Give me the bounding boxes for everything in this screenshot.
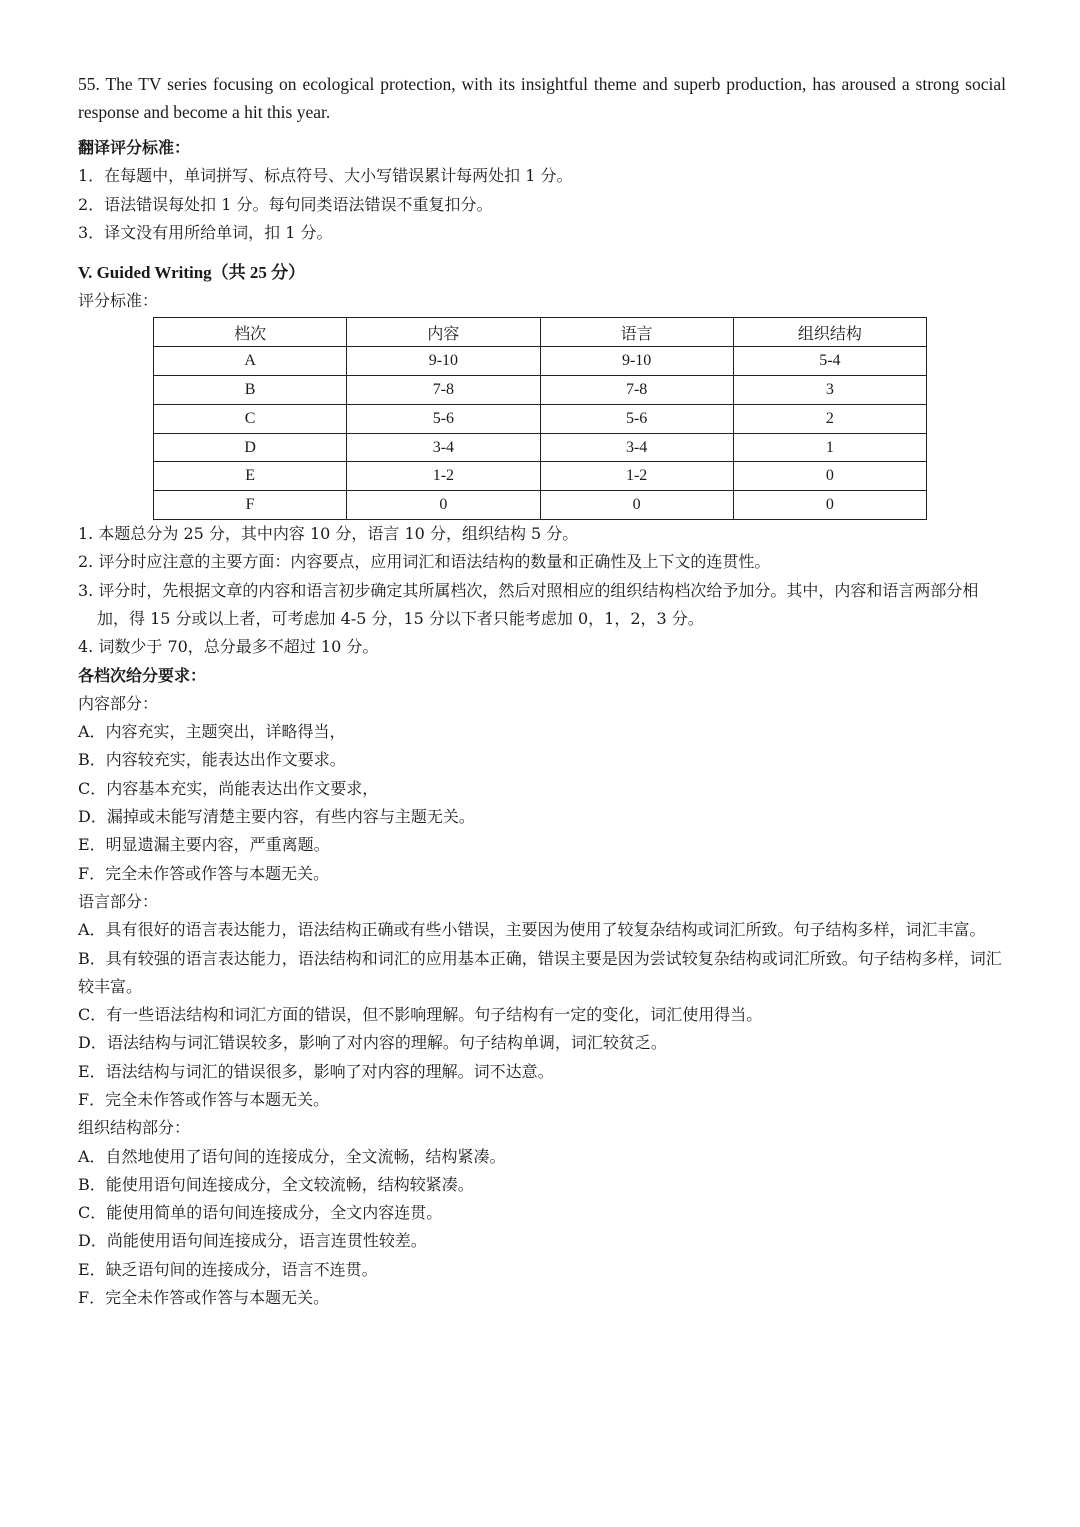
table-cell: 1 bbox=[733, 433, 926, 462]
list-item: E．语法结构与词汇的错误很多，影响了对内容的理解。词不达意。 bbox=[78, 1061, 554, 1081]
table-cell: 5-6 bbox=[540, 404, 733, 433]
language-section-title: 语言部分： bbox=[78, 891, 159, 911]
table-row bbox=[154, 491, 927, 520]
organization-section-title: 组织结构部分： bbox=[78, 1118, 191, 1138]
grading-table bbox=[153, 317, 927, 520]
table-cell: 2 bbox=[733, 404, 926, 433]
table-header-cell: 组织结构 bbox=[733, 318, 926, 347]
organization-section bbox=[78, 1114, 1006, 1312]
grading-note: 4. 词数少于 70，总分最多不超过 10 分。 bbox=[78, 637, 379, 657]
table-cell: 1-2 bbox=[540, 462, 733, 491]
criteria-label: 评分标准： bbox=[78, 291, 159, 311]
translation-criterion: 1．在每题中，单词拼写、标点符号、大小写错误累计每两处扣 1 分。 bbox=[78, 166, 573, 186]
table-cell: 9-10 bbox=[540, 347, 733, 376]
list-item: D．漏掉或未能写清楚主要内容，有些内容与主题无关。 bbox=[78, 807, 475, 827]
list-item: F．完全未作答或作答与本题无关。 bbox=[78, 1090, 330, 1109]
list-item: D．语法结构与词汇错误较多，影响了对内容的理解。句子结构单调，词汇较贫乏。 bbox=[78, 1033, 667, 1053]
list-item: C．能使用简单的语句间连接成分，全文内容连贯。 bbox=[78, 1203, 443, 1223]
grading-note: 1. 本题总分为 25 分，其中内容 10 分，语言 10 分，组织结构 5 分。 bbox=[78, 524, 579, 544]
list-item: A．内容充实，主题突出，详略得当， bbox=[78, 722, 346, 742]
list-item: C．有一些语法结构和词汇方面的错误，但不影响理解。句子结构有一定的变化，词汇使用得当。 bbox=[78, 1005, 763, 1025]
grading-note: 2. 评分时应注意的主要方面：内容要点，应用词汇和语法结构的数量和正确性及上下文的连贯性。 bbox=[78, 552, 771, 572]
table-cell: 7-8 bbox=[540, 376, 733, 405]
grading-notes bbox=[78, 520, 1006, 661]
table-cell: 3-4 bbox=[540, 433, 733, 462]
grading-note: 3. 评分时，先根据文章的内容和语言初步确定其所属档次，然后对照相应的组织结构档次给予加分。其中，内容和语言两部分相加，得 15 分或以上者，可考虑加 4-5 分，15 分以下者只能考虑加 0，1，2，3 分。 bbox=[78, 580, 979, 628]
table-header-cell: 档次 bbox=[154, 318, 347, 347]
list-item: F．完全未作答或作答与本题无关。 bbox=[78, 863, 330, 883]
list-item: C．内容基本充实，尚能表达出作文要求， bbox=[78, 778, 379, 798]
table-cell: 0 bbox=[540, 491, 733, 520]
translation-criteria bbox=[78, 134, 1006, 247]
table-row bbox=[154, 404, 927, 433]
list-item: E．缺乏语句间的连接成分，语言不连贯。 bbox=[78, 1259, 378, 1279]
document-page bbox=[78, 70, 1006, 1312]
question-55-translation: 55. The TV series focusing on ecological protection, with its insightful theme and superb production, has aroused a strong social response and become a hit this year. bbox=[78, 74, 1006, 122]
table-cell: D bbox=[154, 433, 347, 462]
list-item: A．具有很好的语言表达能力，语法结构正确或有些小错误，主要因为使用了较复杂结构或词汇所致。句子结构多样，词汇丰富。 bbox=[78, 920, 986, 940]
table-cell: 3 bbox=[733, 376, 926, 405]
table-cell: 0 bbox=[733, 462, 926, 491]
table-cell: A bbox=[154, 347, 347, 376]
list-item: E．明显遗漏主要内容，严重离题。 bbox=[78, 835, 330, 855]
table-header-cell: 语言 bbox=[540, 318, 733, 347]
table-row bbox=[154, 376, 927, 405]
guided-writing-title: V. Guided Writing（共 25 分） bbox=[78, 263, 306, 283]
content-section bbox=[78, 690, 1006, 888]
list-item: D．尚能使用语句间连接成分，语言连贯性较差。 bbox=[78, 1231, 427, 1251]
levels-title: 各档次给分要求： bbox=[78, 665, 207, 685]
table-cell: 0 bbox=[733, 491, 926, 520]
table-cell: F bbox=[154, 491, 347, 520]
list-item: B．能使用语句间连接成分，全文较流畅，结构较紧凑。 bbox=[78, 1174, 474, 1194]
list-item: A．自然地使用了语句间的连接成分，全文流畅，结构紧凑。 bbox=[78, 1146, 506, 1166]
translation-criterion: 3．译文没有用所给单词，扣 1 分。 bbox=[78, 222, 333, 242]
content-section-title: 内容部分： bbox=[78, 693, 159, 713]
table-cell: 5-4 bbox=[733, 347, 926, 376]
table-cell: 9-10 bbox=[347, 347, 540, 376]
table-row bbox=[154, 462, 927, 491]
list-item: F．完全未作答或作答与本题无关。 bbox=[78, 1288, 330, 1308]
list-item: B．具有较强的语言表达能力，语法结构和词汇的应用基本正确，错误主要是因为尝试较复杂结构或词汇所致。句子结构多样，词汇较丰富。 bbox=[78, 948, 1002, 996]
table-header-row bbox=[154, 318, 927, 347]
translation-criterion: 2．语法错误每处扣 1 分。每句同类语法错误不重复扣分。 bbox=[78, 194, 493, 214]
table-cell: 3-4 bbox=[347, 433, 540, 462]
table-cell: 0 bbox=[347, 491, 540, 520]
table-row bbox=[154, 347, 927, 376]
table-cell: 1-2 bbox=[347, 462, 540, 491]
table-cell: E bbox=[154, 462, 347, 491]
table-row bbox=[154, 433, 927, 462]
table-header-cell: 内容 bbox=[347, 318, 540, 347]
list-item: B．内容较充实，能表达出作文要求。 bbox=[78, 750, 346, 770]
table-cell: C bbox=[154, 404, 347, 433]
table-cell: 7-8 bbox=[347, 376, 540, 405]
table-cell: B bbox=[154, 376, 347, 405]
language-section bbox=[78, 888, 1006, 1114]
translation-criteria-title: 翻译评分标准： bbox=[78, 138, 191, 157]
table-cell: 5-6 bbox=[347, 404, 540, 433]
